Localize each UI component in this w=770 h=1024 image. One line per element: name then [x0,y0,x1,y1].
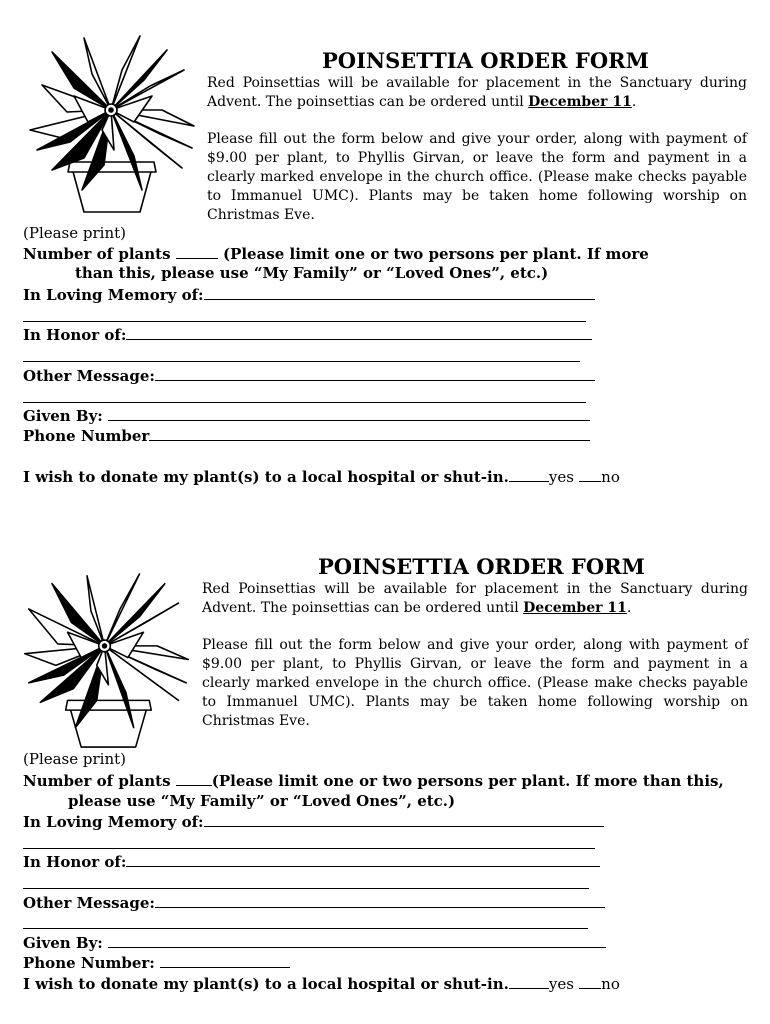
donate-yes-field[interactable] [509,974,549,989]
number-of-plants-note-2: please use “My Family” or “Loved Ones”, etc.) [68,792,456,810]
order-deadline: December 11 [528,94,632,110]
given-by-row [23,406,590,425]
number-of-plants-row [23,244,649,263]
donate-yes-label: yes [548,975,574,993]
please-print-note: (Please print) [23,750,127,768]
form-intro [207,74,747,243]
memory-field[interactable] [204,812,604,827]
memory-field[interactable] [204,285,595,300]
other-message-extra-line[interactable] [23,402,586,403]
given-by-label: Given By: [23,407,103,425]
number-of-plants-note: (Please limit one or two persons per plant. If more [222,245,649,263]
poinsettia-illustration [18,570,193,750]
number-of-plants-label: Number of plants [23,245,171,263]
honor-label: In Honor of: [23,853,127,871]
given-by-row [23,933,606,952]
other-message-row [23,366,595,385]
number-of-plants-field[interactable] [176,771,212,786]
intro-text: Red Poinsettias will be available for placement in the Sanctuary during Advent. The poinsettias can be ordered until [202,581,748,616]
other-message-field-ext[interactable] [467,366,595,381]
memory-extra-line[interactable] [23,848,595,849]
number-of-plants-note: (Please limit one or two persons per plant. If more than this, [211,772,724,790]
donate-row [23,467,620,486]
number-of-plants-row [23,771,724,790]
intro-period: . [626,600,632,616]
donate-label: I wish to donate my plant(s) to a local hospital or shut-in. [23,975,509,993]
honor-label: In Honor of: [23,326,127,344]
other-message-extra-line[interactable] [23,928,588,929]
honor-row [23,325,592,344]
phone-row [23,953,290,972]
number-of-plants-field[interactable] [176,244,218,259]
memory-label: In Loving Memory of: [23,286,204,304]
number-of-plants-note-2: than this, please use “My Family” or “Loved Ones”, etc.) [75,264,549,282]
other-message-label: Other Message: [23,894,155,912]
given-by-label: Given By: [23,934,103,952]
donate-yes-field[interactable] [509,467,549,482]
intro-paragraph-1 [202,580,748,618]
poinsettia-illustration [22,30,200,215]
form-title: POINSETTIA ORDER FORM [318,554,645,579]
honor-field[interactable] [126,852,600,867]
other-message-row [23,893,605,912]
intro-paragraph-2: Please fill out the form below and give your order, along with payment of $9.00 per plant, to Phyllis Girvan, or leave the form and payment in a clearly marked envelope in the church office. (Please make checks payable to Immanuel UMC). Plants may be taken home following worship on Christmas Eve. [202,637,748,729]
phone-field[interactable] [160,953,290,968]
intro-paragraph-2: Please fill out the form below and give your order, along with payment of $9.00 per plant, to Phyllis Girvan, or leave the form and payment in a clearly marked envelope in the church office. (Please make checks payable to Immanuel UMC). Plants may be taken home following worship on Christmas Eve. [207,131,747,223]
order-deadline: December 11 [523,600,627,616]
honor-extra-line[interactable] [23,361,580,362]
donate-no-label: no [601,468,620,486]
memory-row [23,812,604,831]
other-message-field[interactable] [155,366,467,381]
phone-label: Phone Number [23,427,150,445]
phone-label: Phone Number: [23,954,155,972]
given-by-field[interactable] [108,406,590,421]
form-intro [202,580,748,749]
honor-field[interactable] [126,325,592,340]
other-message-field[interactable] [155,893,605,908]
donate-no-field[interactable] [579,467,601,482]
donate-no-field[interactable] [579,974,601,989]
other-message-label: Other Message: [23,367,155,385]
memory-label: In Loving Memory of: [23,813,204,831]
number-of-plants-label: Number of plants [23,772,171,790]
please-print-note: (Please print) [23,224,127,242]
phone-row [23,426,590,445]
donate-row [23,974,620,993]
intro-period: . [631,94,637,110]
form-title: POINSETTIA ORDER FORM [322,48,649,73]
given-by-field[interactable] [108,933,606,948]
honor-row [23,852,600,871]
memory-row [23,285,595,304]
intro-text: Red Poinsettias will be available for placement in the Sanctuary during Advent. The poinsettias can be ordered until [207,75,747,110]
donate-yes-label: yes [548,468,574,486]
donate-no-label: no [601,975,620,993]
intro-paragraph-1 [207,74,747,112]
honor-extra-line[interactable] [23,888,589,889]
phone-field[interactable] [149,426,590,441]
memory-extra-line[interactable] [23,321,586,322]
donate-label: I wish to donate my plant(s) to a local hospital or shut-in. [23,468,509,486]
